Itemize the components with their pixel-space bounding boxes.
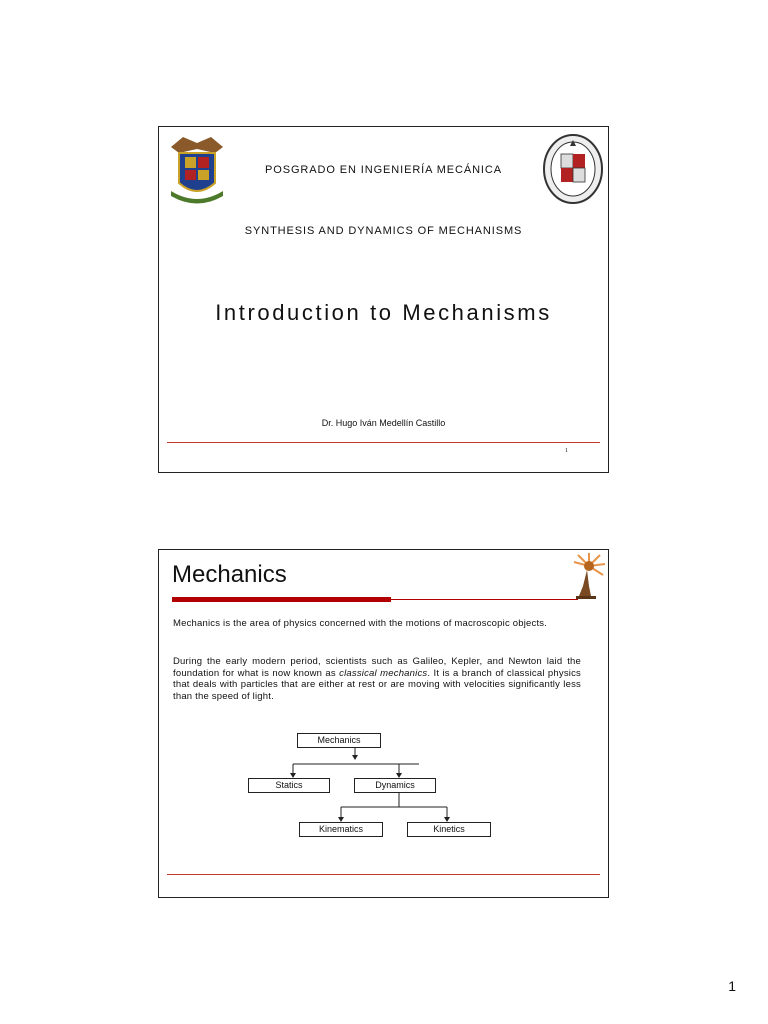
course-title: SYNTHESIS AND DYNAMICS OF MECHANISMS bbox=[244, 225, 523, 237]
slide-number: 1 bbox=[565, 448, 568, 454]
program-header: POSGRADO EN INGENIERÍA MECÁNICA bbox=[265, 164, 502, 176]
mechanics-slide bbox=[158, 549, 609, 898]
diagram-connectors bbox=[159, 550, 610, 899]
emphasized-term: classical mechanics bbox=[339, 667, 428, 679]
slide-title: Introduction to Mechanisms bbox=[215, 300, 552, 325]
paragraph-text: During the early modern period, scientists such as Galileo, Kepler, and Newton laid the foundation for what is now known as bbox=[173, 656, 581, 679]
diagram-node-kinematics: Kinematics bbox=[299, 822, 383, 837]
diagram-node-dynamics: Dynamics bbox=[354, 778, 436, 793]
diagram-node-kinetics: Kinetics bbox=[407, 822, 491, 837]
slide-title: Mechanics bbox=[172, 561, 287, 588]
footer-rule bbox=[167, 874, 600, 875]
page-number: 1 bbox=[728, 978, 736, 994]
title-slide bbox=[158, 126, 609, 473]
paragraph-text: . It is a branch of classical physics that deals with particles that are either at rest or are moving with velocities significantly less than the speed of light. bbox=[173, 667, 582, 702]
diagram-node-mechanics: Mechanics bbox=[297, 733, 381, 748]
author-name: Dr. Hugo Iván Medellín Castillo bbox=[321, 418, 446, 428]
diagram-node-statics: Statics bbox=[248, 778, 330, 793]
paragraph-definition: Mechanics is the area of physics concerned with the motions of macroscopic objects. bbox=[173, 618, 548, 629]
footer-rule bbox=[167, 442, 600, 443]
